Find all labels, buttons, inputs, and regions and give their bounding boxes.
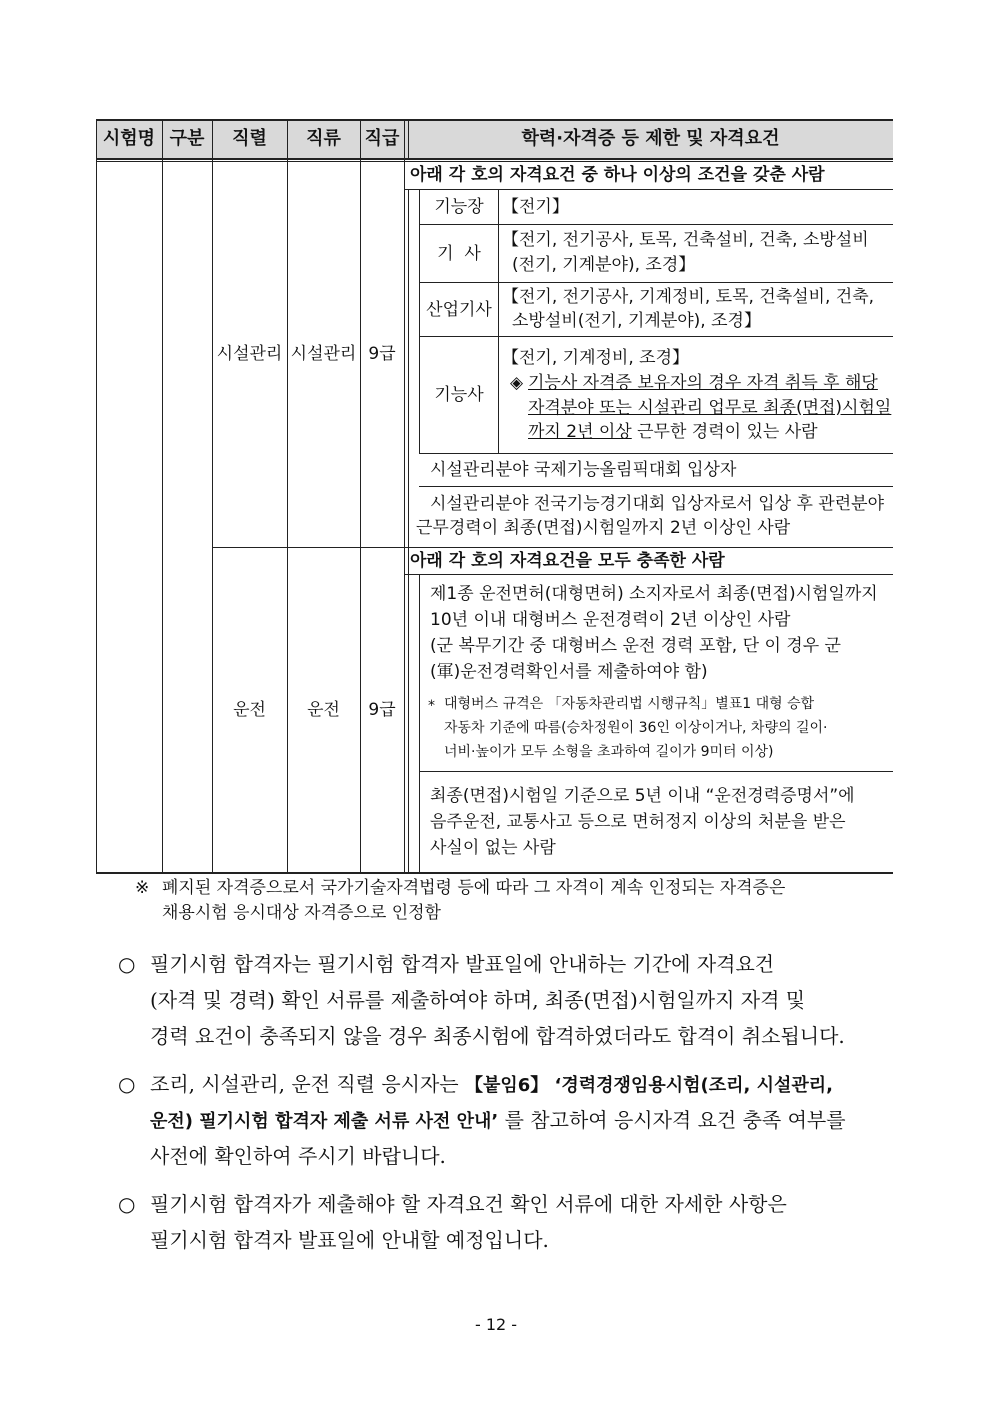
license-fields-line2: 소방설비(전기, 기계분야), 조경】 — [512, 311, 761, 331]
req-line: 10년 이내 대형버스 운전경력이 2년 이상인 사람 — [430, 610, 791, 630]
bullet-line — [150, 1066, 833, 1104]
facility-extra-olympiad: 시설관리분야 국제기능올림픽대회 입상자 — [430, 460, 737, 480]
driving-intro: 아래 각 호의 자격요건을 모두 충족한 사람 — [410, 551, 725, 571]
craftsman-note-underlined: 까지 2년 이상 — [528, 422, 632, 442]
req-line: 제1종 운전면허(대형면허) 소지자로서 최종(면접)시험일까지 — [430, 584, 878, 604]
req-line: 최종(면접)시험일 기준으로 5년 이내 “운전경력증명서”에 — [430, 786, 855, 806]
footnote-marker: ※ — [135, 878, 150, 898]
bullet-line: 사전에 확인하여 주시기 바랍니다. — [150, 1144, 446, 1168]
bus-spec-note-line: 대형버스 규격은 「자동차관리법 시행규칙」별표1 대형 승합 — [444, 696, 815, 712]
facility-intro: 아래 각 호의 자격요건 중 하나 이상의 조건을 갖춘 사람 — [410, 165, 825, 185]
req-line: (軍)운전경력확인서를 제출하여야 함) — [430, 662, 708, 682]
note-marker: ◈ — [510, 373, 524, 393]
header-series: 직렬 — [232, 128, 267, 149]
facility-extra-national-line2: 근무경력이 최종(면접)시험일까지 2년 이상인 사람 — [416, 518, 791, 538]
bullet-line: (자격 및 경력) 확인 서류를 제출하여야 하며, 최종(면접)시험일까지 자격 및 — [150, 988, 806, 1012]
page-number: - 12 - — [474, 1315, 518, 1334]
bus-spec-note-line: 자동차 기준에 따름(승차정원이 36인 이상이거나, 차량의 길이· — [444, 720, 828, 736]
license-name: 산업기사 — [426, 299, 492, 320]
bullet-paragraph-3 — [118, 1186, 898, 1260]
driving-grade: 9급 — [368, 700, 396, 720]
craftsman-note-line3 — [528, 420, 818, 444]
craftsman-note-line2: 자격분야 또는 시설관리 업무로 최종(면접)시험일 — [528, 398, 892, 418]
bullet-text: 를 참고하여 응시자격 요건 충족 여부를 — [498, 1108, 846, 1132]
license-fields: 【전기, 기계정비, 조경】 — [502, 348, 689, 368]
facility-class: 시설관리 — [290, 344, 357, 364]
bullet-text: 조리, 시설관리, 운전 직렬 응시자는 — [150, 1072, 465, 1096]
license-name: 기능사 — [434, 385, 484, 405]
license-fields-line1: 【전기, 전기공사, 기계정비, 토목, 건축설비, 건축, — [502, 287, 875, 307]
header-requirements: 학력·자격증 등 제한 및 자격요건 — [521, 128, 780, 149]
bullet-line: 필기시험 합격자는 필기시험 합격자 발표일에 안내하는 기간에 자격요건 — [150, 952, 775, 976]
license-fields-line1: 【전기, 전기공사, 토목, 건축설비, 건축, 소방설비 — [502, 230, 869, 250]
facility-extra-national-line1: 시설관리분야 전국기능경기대회 입상자로서 입상 후 관련분야 — [430, 494, 884, 514]
attachment-reference: 운전) 필기시험 합격자 제출 서류 사전 안내’ — [150, 1111, 499, 1132]
bullet-paragraph-2 — [118, 1066, 898, 1176]
footnote-line1: 폐지된 자격증으로서 국가기술자격법령 등에 따라 그 자격이 계속 인정되는 자격증은 — [162, 878, 786, 898]
req-line: (군 복무기간 중 대형버스 운전 경력 포함, 단 이 경우 군 — [430, 636, 841, 656]
header-grade: 직급 — [364, 128, 400, 149]
req-line: 사실이 없는 사람 — [430, 838, 556, 858]
license-fields: 【전기】 — [502, 197, 569, 217]
bullet-line: 필기시험 합격자 발표일에 안내할 예정입니다. — [150, 1228, 549, 1252]
craftsman-note-line1: 기능사 자격증 보유자의 경우 자격 취득 후 해당 — [528, 373, 878, 393]
bullet-marker: ○ — [118, 1192, 136, 1216]
driving-class: 운전 — [307, 700, 340, 720]
header-category: 구분 — [169, 128, 205, 149]
bullet-marker: ○ — [118, 952, 136, 976]
bullet-line: 필기시험 합격자가 제출해야 할 자격요건 확인 서류에 대한 자세한 사항은 — [150, 1192, 787, 1216]
craftsman-note-tail: 근무한 경력이 있는 사람 — [631, 422, 818, 442]
bullet-paragraph-1 — [118, 946, 898, 1056]
facility-grade: 9급 — [368, 344, 396, 364]
footnote-line2: 채용시험 응시대상 자격증으로 인정함 — [162, 903, 441, 923]
bullet-line: 경력 요건이 충족되지 않을 경우 최종시험에 합격하였더라도 합격이 취소됩니다. — [150, 1024, 845, 1048]
header-exam-name: 시험명 — [102, 128, 156, 149]
bus-spec-note-line: 너비·높이가 모두 소형을 초과하여 길이가 9미터 이상) — [444, 744, 774, 760]
facility-series: 시설관리 — [216, 344, 283, 364]
req-line: 음주운전, 교통사고 등으로 면허정지 이상의 처분을 받은 — [430, 812, 846, 832]
license-fields-line2: (전기, 기계분야), 조경】 — [512, 255, 696, 275]
bullet-line — [150, 1102, 846, 1140]
note-marker: * — [428, 698, 435, 714]
attachment-reference: 【붙임6】 ‘경력경쟁임용시험(조리, 시설관리, — [464, 1075, 833, 1096]
license-name: 기 사 — [437, 243, 481, 264]
driving-series: 운전 — [233, 700, 266, 720]
license-name: 기능장 — [434, 197, 484, 217]
bullet-marker: ○ — [118, 1072, 136, 1096]
header-class: 직류 — [306, 128, 341, 149]
